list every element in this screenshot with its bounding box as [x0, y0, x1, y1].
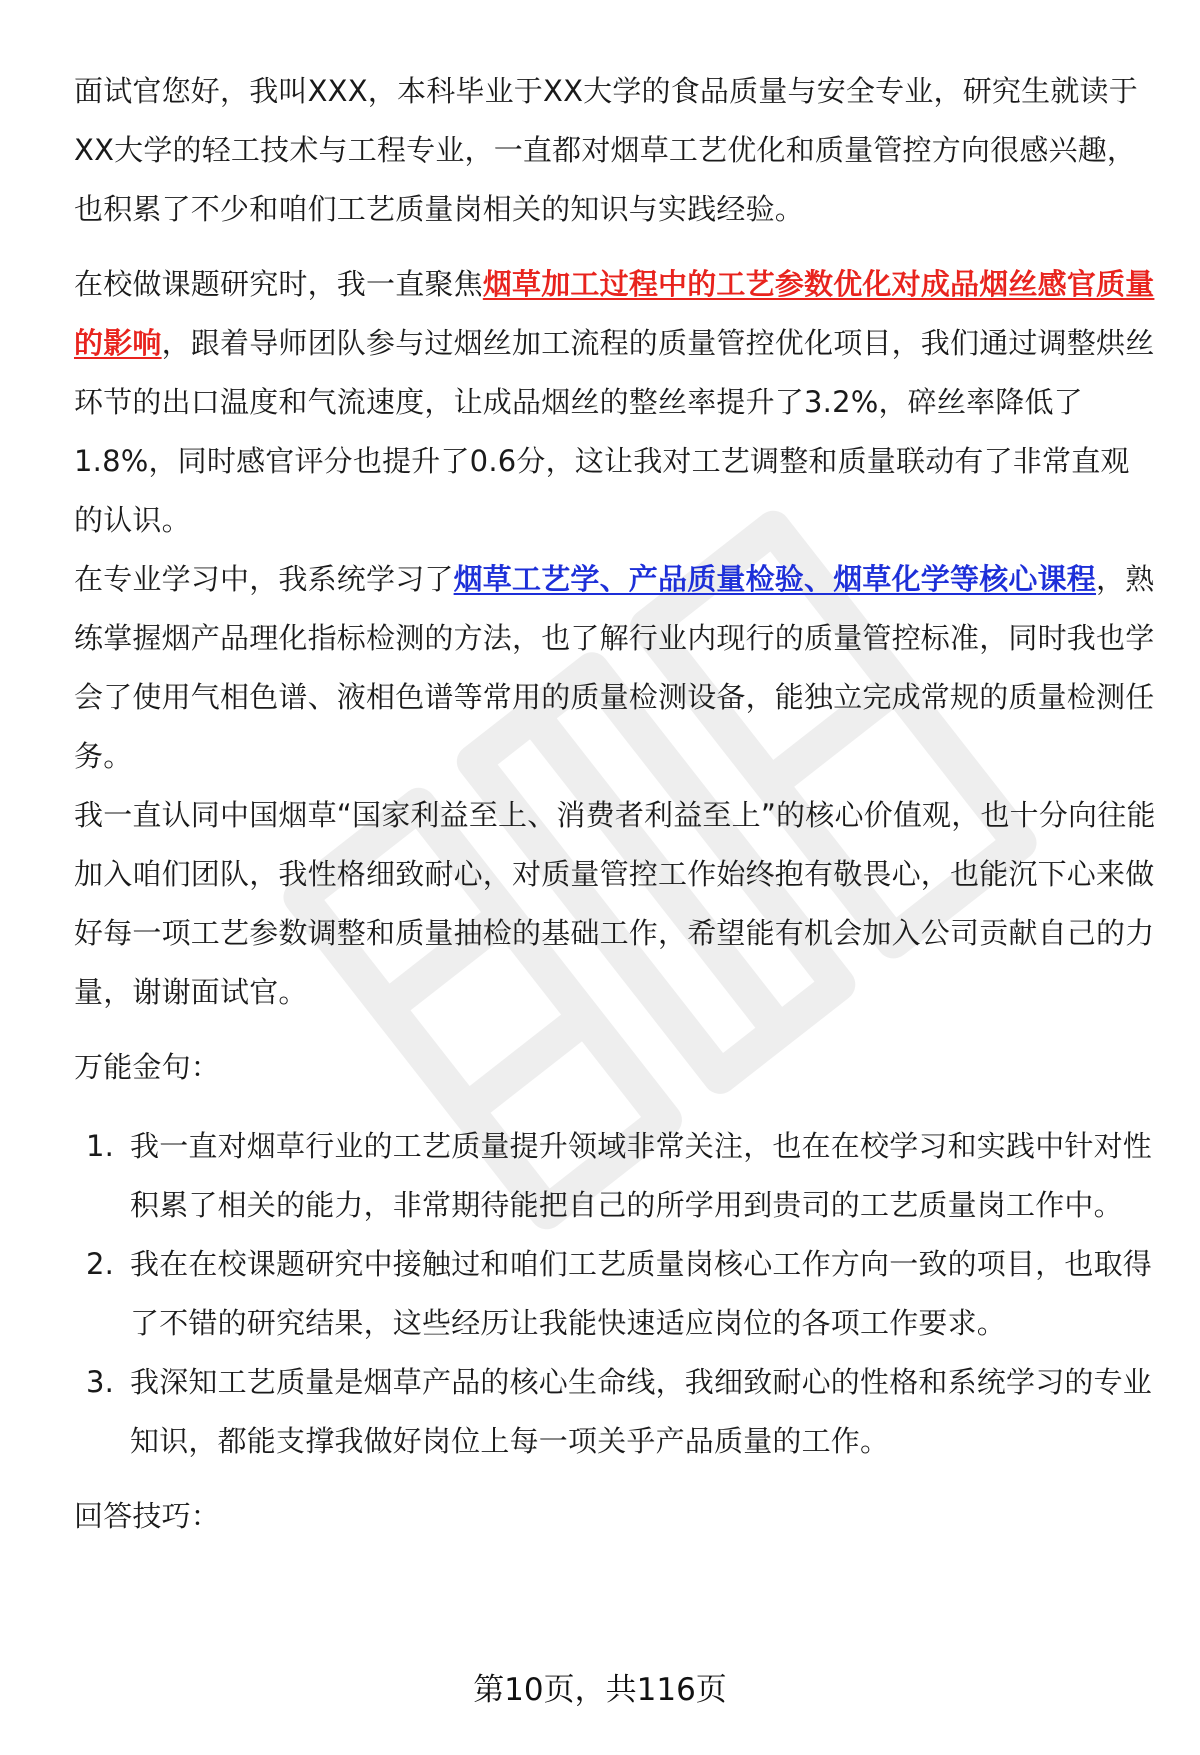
study-suffix: ，熟练掌握烟产品理化指标检测的方法，也了解行业内现行的质量管控标准，同时我也学会了使用气相色谱、液相色谱等常用的质量检测设备，能独立完成常规的质量检测任务。 — [74, 562, 1155, 773]
list-item-number: 2. — [86, 1247, 115, 1281]
research-suffix: ，跟着导师团队参与过烟丝加工流程的质量管控优化项目，我们通过调整烘丝环节的出口温度和气流速度，让成品烟丝的整丝率提升了3.2%，碎丝率降低了1.8%，同时感官评分也提升了0.6分，这让我对工艺调整和质量联动有了非常直观的认识。 — [74, 326, 1155, 537]
list-item-text: 我在在校课题研究中接触过和咱们工艺质量岗核心工作方向一致的项目，也取得了不错的研究结果，这些经历让我能快速适应岗位的各项工作要求。 — [130, 1247, 1153, 1340]
intro-paragraph: 面试官您好，我叫XXX，本科毕业于XX大学的食品质量与安全专业，研究生就读于XX大学的轻工技术与工程专业，一直都对烟草工艺优化和质量管控方向很感兴趣，也积累了不少和咱们工艺质量岗相关的知识与实践经验。 — [74, 74, 1138, 226]
research-paragraph — [74, 255, 1156, 550]
list-item-number: 1. — [86, 1129, 115, 1163]
golden-sentences-heading: 万能金句： — [74, 1050, 221, 1084]
study-paragraph — [74, 550, 1156, 786]
page-number-footer: 第10页，共116页 — [473, 1672, 727, 1708]
research-highlight: 烟草加工过程中的工艺参数优化对成品烟丝感官质量的影响 — [74, 267, 1155, 360]
study-highlight: 烟草工艺学、产品质量检验、烟草化学等核心课程 — [453, 562, 1097, 596]
list-item-text: 我深知工艺质量是烟草产品的核心生命线，我细致耐心的性格和系统学习的专业知识，都能支撑我做好岗位上每一项关乎产品质量的工作。 — [130, 1365, 1153, 1458]
list-item-number: 3. — [86, 1365, 115, 1399]
values-paragraph: 我一直认同中国烟草“国家利益至上、消费者利益至上”的核心价值观，也十分向往能加入咱们团队，我性格细致耐心，对质量管控工作始终抱有敬畏心，也能沉下心来做好每一项工艺参数调整和质量抽检的基础工作，希望能有机会加入公司贡献自己的力量，谢谢面试官。 — [74, 798, 1156, 1009]
research-prefix: 在校做课题研究时，我一直聚焦 — [74, 267, 483, 301]
list-item — [74, 1235, 1156, 1353]
golden-sentences-list — [74, 1117, 1156, 1471]
list-item — [74, 1117, 1156, 1235]
list-item — [74, 1353, 1156, 1471]
answer-tips-heading: 回答技巧： — [74, 1499, 221, 1533]
study-prefix: 在专业学习中，我系统学习了 — [74, 562, 454, 596]
main-content — [74, 62, 1156, 1546]
list-item-text: 我一直对烟草行业的工艺质量提升领域非常关注，也在在校学习和实践中针对性积累了相关的能力，非常期待能把自己的所学用到贵司的工艺质量岗工作中。 — [130, 1129, 1153, 1222]
